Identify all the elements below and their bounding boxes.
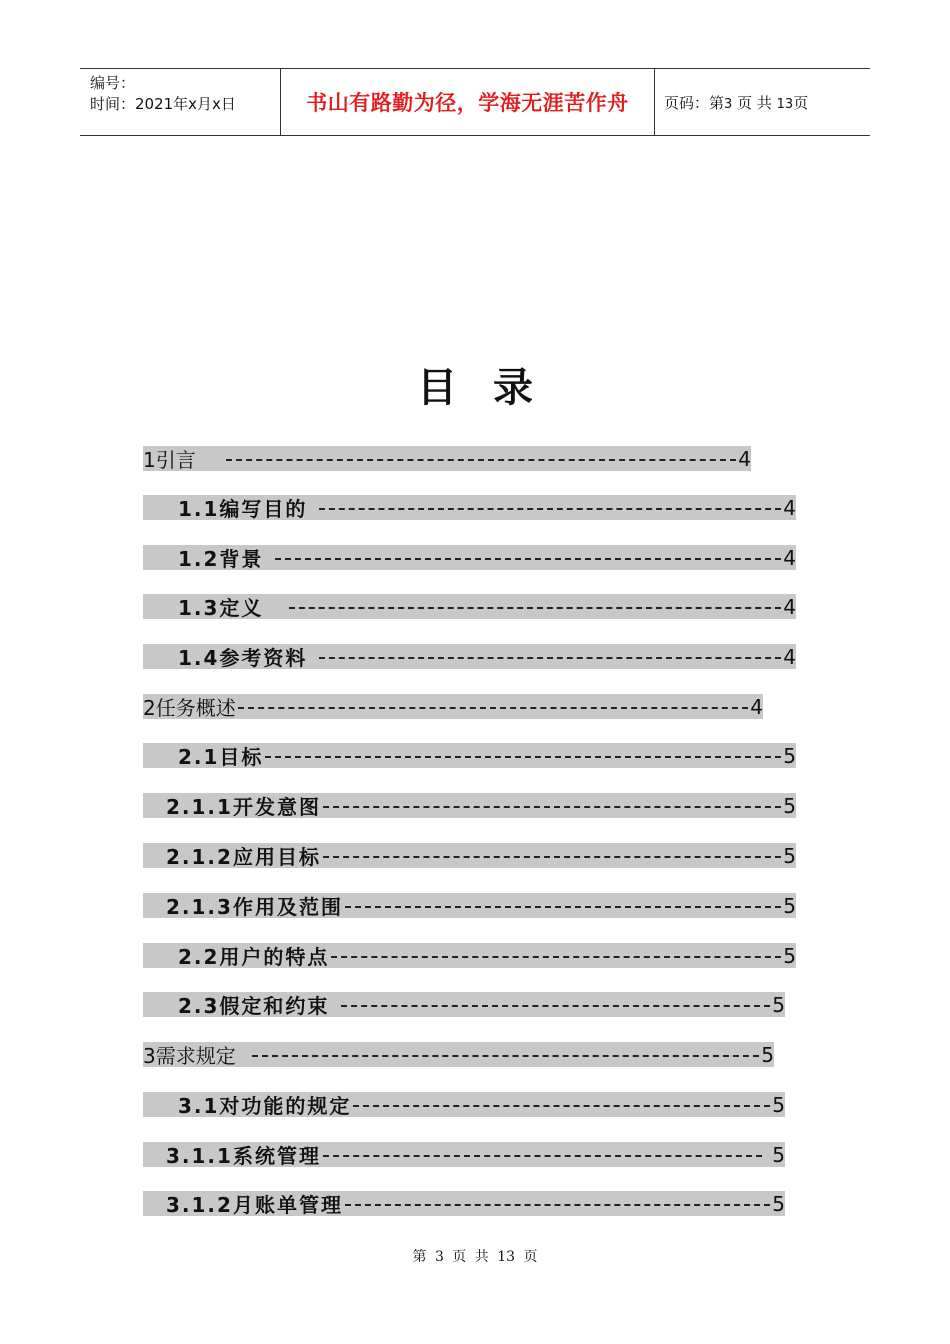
toc-entry-label: 3.1.2月账单管理 [166, 1193, 343, 1216]
toc-entry-page: 5 [772, 1142, 785, 1167]
toc-entry[interactable] [143, 446, 751, 471]
toc-entry-label: 2.1.1开发意图 [166, 795, 321, 818]
toc-entry-page: 4 [783, 594, 796, 619]
time-label: 时间：2021年x月x日 [90, 95, 236, 113]
toc-title-char-1: 目 [417, 365, 457, 411]
toc-entry[interactable] [143, 545, 796, 570]
toc-entry[interactable] [143, 495, 796, 520]
page-total: 13 [776, 96, 794, 112]
toc-entry[interactable] [143, 843, 796, 868]
toc-title-char-2: 录 [493, 365, 533, 411]
toc-entry[interactable] [143, 893, 796, 918]
toc-entry-page: 5 [772, 1191, 785, 1216]
toc-entry-label: 1.1编写目的 [178, 497, 308, 520]
toc-entry-label: 2任务概述 [143, 696, 236, 719]
toc-entry[interactable] [143, 1191, 785, 1216]
page-label: 页码：第 [664, 93, 725, 112]
toc-entry-page: 4 [750, 694, 763, 719]
toc-entry-page: 5 [783, 943, 796, 968]
toc-entry[interactable] [143, 1042, 774, 1067]
toc-entry-page: 5 [783, 893, 796, 918]
toc-entry-label: 2.1.3作用及范围 [166, 895, 343, 918]
toc-entry-page: 5 [761, 1042, 774, 1067]
toc-entry-page: 5 [783, 743, 796, 768]
toc-entry-label: 1.3定义 [178, 596, 264, 619]
toc-entry-page: 5 [783, 793, 796, 818]
toc-entry[interactable] [143, 1092, 785, 1117]
toc-entry-page: 4 [783, 545, 796, 570]
toc-entry-page: 5 [772, 992, 785, 1017]
toc-entry-label: 3需求规定 [143, 1044, 236, 1067]
toc-entry-page: 4 [783, 495, 796, 520]
toc-entry-label: 2.1目标 [178, 745, 264, 768]
toc-entry[interactable] [143, 644, 796, 669]
toc-entry-label: 1引言 [143, 448, 196, 471]
page-mid: 页 共 [737, 93, 772, 112]
toc-entry[interactable] [143, 743, 796, 768]
toc-entry[interactable] [143, 992, 785, 1017]
toc-entry-page: 4 [738, 446, 751, 471]
number-label: 编号： [90, 74, 136, 92]
toc-entry-page: 4 [783, 644, 796, 669]
toc-entry-page: 5 [772, 1092, 785, 1117]
toc-entry-label: 2.1.2应用目标 [166, 845, 321, 868]
toc-entry-label: 3.1.1系统管理 [166, 1144, 321, 1167]
header-motto: 书山有路勤为径，学海无涯苦作舟 [306, 91, 629, 115]
page-footer: 第 3 页 共 13 页 [412, 1249, 538, 1265]
toc-entry-label: 2.3假定和约束 [178, 994, 330, 1017]
page-end: 页 [793, 93, 809, 112]
toc-entry-label: 1.4参考资料 [178, 646, 308, 669]
toc-entry[interactable] [143, 793, 796, 818]
toc-entry[interactable] [143, 694, 763, 719]
toc-entry-label: 3.1对功能的规定 [178, 1094, 352, 1117]
page-current: 3 [724, 96, 733, 112]
toc-entry[interactable] [143, 943, 796, 968]
toc-entry-page: 5 [783, 843, 796, 868]
toc-entry-label: 2.2用户的特点 [178, 945, 330, 968]
toc-entry[interactable] [143, 1142, 785, 1167]
toc-entry-label: 1.2背景 [178, 547, 264, 570]
toc-entry[interactable] [143, 594, 796, 619]
